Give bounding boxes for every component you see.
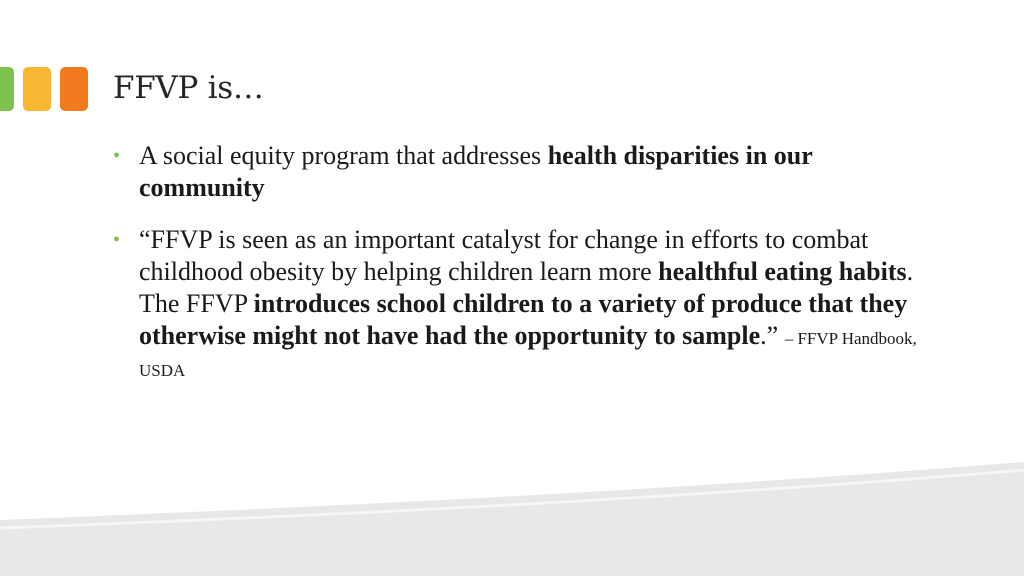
bullet-dot-icon: • — [113, 229, 121, 251]
wave-shape — [0, 462, 1024, 576]
quote-emphasis: introduces school children to a variety of produce that they otherwise might not have had the opportunity to sample — [139, 289, 908, 350]
quote-source: – FFVP Handbook, USDA — [139, 329, 917, 380]
yellow-accent-block — [23, 67, 51, 111]
bullet-item — [113, 140, 918, 204]
orange-accent-block — [60, 67, 88, 111]
slide-title: FFVP is… — [113, 70, 264, 106]
bullet-text: A social equity program that addresses — [139, 141, 548, 170]
quote-emphasis: healthful eating habits — [658, 257, 907, 286]
bullet-item — [113, 224, 918, 384]
accent-blocks — [0, 67, 92, 111]
quote-text: . The FFVP — [139, 257, 914, 318]
bullet-dot-icon: • — [113, 145, 121, 167]
bullet-list — [113, 140, 918, 384]
quote-text: “FFVP is seen as an important catalyst for change in efforts to combat childhood obesity by helping children learn more — [139, 225, 869, 286]
quote-text: .” — [760, 321, 785, 350]
bullet-emphasis: health disparities in our community — [139, 141, 813, 202]
green-accent-block — [0, 67, 14, 111]
